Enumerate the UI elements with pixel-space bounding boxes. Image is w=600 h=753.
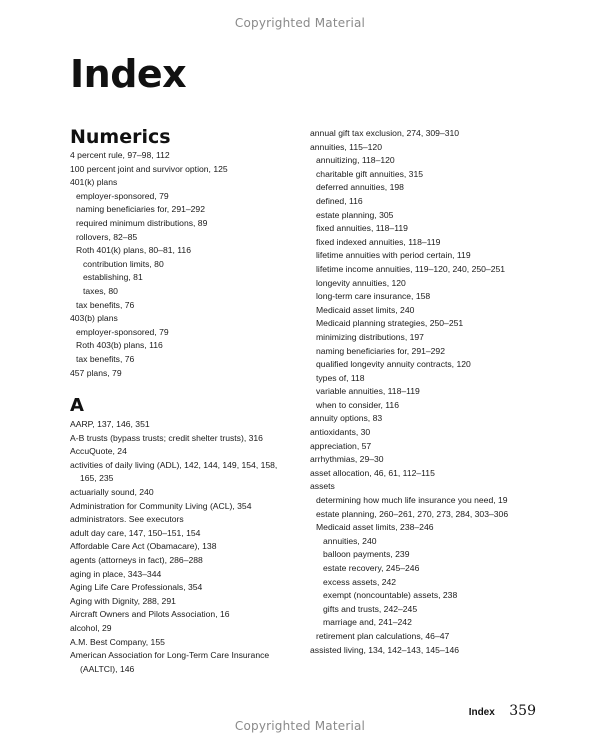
index-entry: fixed indexed annuities, 118–119 — [316, 236, 441, 247]
index-entry: Aircraft Owners and Pilots Association, 16 — [70, 609, 230, 620]
page-folio — [469, 702, 536, 720]
index-column-right — [310, 127, 530, 657]
index-entry: AARP, 137, 146, 351 — [70, 419, 150, 430]
index-entry: assisted living, 134, 142–143, 145–146 — [310, 644, 460, 655]
index-entry: actuarially sound, 240 — [70, 487, 154, 498]
index-entry: rollovers, 82–85 — [76, 231, 138, 242]
index-entry: charitable gift annuities, 315 — [316, 168, 424, 179]
index-entry: annual gift tax exclusion, 274, 309–310 — [310, 128, 460, 138]
index-entry: fixed annuities, 118–119 — [316, 223, 408, 234]
section-heading-a: A — [70, 395, 84, 417]
right-column-entries — [310, 127, 530, 657]
index-entry: minimizing distributions, 197 — [316, 331, 424, 342]
index-entry: agents (attorneys in fact), 286–288 — [70, 555, 203, 566]
index-entry: annuitizing, 118–120 — [316, 155, 395, 166]
index-entry: activities of daily living (ADL), 142, 144, 149, 154, 158, 165, 235 — [70, 459, 278, 484]
index-entry: AccuQuote, 24 — [70, 446, 127, 457]
index-entry: retirement plan calculations, 46–47 — [316, 630, 450, 641]
copyright-watermark-bottom: Copyrighted Material — [234, 719, 366, 733]
index-entry: annuities, 115–120 — [310, 141, 382, 152]
index-entry: A-B trusts (bypass trusts; credit shelter trusts), 316 — [70, 432, 263, 443]
index-entry: American Association for Long-Term Care Insurance (AALTCI), 146 — [70, 650, 270, 674]
index-entry: deferred annuities, 198 — [316, 182, 404, 193]
index-entry: balloon payments, 239 — [323, 549, 410, 560]
page-title: Index — [70, 52, 187, 96]
index-entry: Aging Life Care Professionals, 354 — [70, 582, 203, 593]
running-footer-label: Index — [468, 707, 495, 718]
index-entry: naming beneficiaries for, 291–292 — [76, 204, 205, 215]
index-entry: estate recovery, 245–246 — [323, 563, 420, 573]
index-entry: antioxidants, 30 — [310, 427, 371, 438]
index-entry: types of, 118 — [316, 372, 365, 383]
section-heading-numerics: Numerics — [70, 126, 171, 148]
index-entry: determining how much life insurance you need, 19 — [316, 495, 508, 506]
index-entry: Medicaid asset limits, 240 — [316, 304, 415, 315]
index-entry: 401(k) plans — [70, 177, 118, 188]
index-entry: Medicaid planning strategies, 250–251 — [316, 318, 464, 329]
index-entry: variable annuities, 118–119 — [316, 386, 420, 397]
index-entry: annuities, 240 — [323, 535, 377, 546]
index-entry: asset allocation, 46, 61, 112–115 — [310, 467, 435, 478]
index-entry: excess assets, 242 — [323, 576, 397, 587]
index-entry: annuity options, 83 — [310, 413, 383, 424]
index-entry: lifetime annuities with period certain, 119 — [316, 250, 471, 261]
index-entry: Affordable Care Act (Obamacare), 138 — [70, 541, 217, 552]
index-entry: administrators. See executors — [70, 514, 184, 525]
index-entry: naming beneficiaries for, 291–292 — [316, 345, 445, 356]
index-entry: estate planning, 260–261, 270, 273, 284, 303–306 — [316, 508, 509, 519]
index-entry: gifts and trusts, 242–245 — [323, 603, 418, 614]
index-entry: Roth 401(k) plans, 80–81, 116 — [76, 245, 191, 256]
index-entry: Aging with Dignity, 288, 291 — [70, 595, 176, 606]
index-entry: 4 percent rule, 97–98, 112 — [70, 150, 170, 160]
a-entries — [70, 418, 284, 676]
index-entry: exempt (noncountable) assets, 238 — [323, 590, 458, 601]
index-entry: defined, 116 — [316, 195, 363, 206]
index-entry: 403(b) plans — [70, 313, 118, 324]
index-entry: adult day care, 147, 150–151, 154 — [70, 527, 201, 538]
index-entry: employer-sponsored, 79 — [76, 190, 169, 201]
index-entry: marriage and, 241–242 — [323, 617, 412, 628]
index-entry: 100 percent joint and survivor option, 125 — [70, 163, 228, 174]
index-entry: employer-sponsored, 79 — [76, 326, 169, 337]
index-entry: Roth 403(b) plans, 116 — [76, 340, 163, 351]
numerics-entries — [70, 149, 284, 380]
index-entry: establishing, 81 — [83, 272, 143, 283]
page-number: 359 — [509, 703, 536, 719]
index-entry: tax benefits, 76 — [76, 353, 135, 364]
index-entry: appreciation, 57 — [310, 440, 372, 451]
index-entry: assets — [310, 481, 335, 492]
copyright-watermark-top: Copyrighted Material — [234, 16, 366, 30]
index-entry: tax benefits, 76 — [76, 299, 135, 310]
index-entry: taxes, 80 — [83, 285, 118, 296]
index-entry: contribution limits, 80 — [83, 258, 164, 269]
index-entry: alcohol, 29 — [70, 623, 112, 633]
index-column-left — [70, 126, 284, 676]
index-entry: longevity annuities, 120 — [316, 277, 406, 288]
index-entry: lifetime income annuities, 119–120, 240, 250–251 — [316, 263, 506, 274]
index-entry: aging in place, 343–344 — [70, 568, 162, 579]
index-entry: 457 plans, 79 — [70, 367, 122, 378]
index-entry: arrhythmias, 29–30 — [310, 454, 384, 465]
index-entry: when to consider, 116 — [316, 399, 399, 410]
index-entry: required minimum distributions, 89 — [76, 217, 208, 228]
index-entry: Medicaid asset limits, 238–246 — [316, 522, 434, 533]
index-entry: long-term care insurance, 158 — [316, 291, 431, 302]
index-entry: estate planning, 305 — [316, 209, 394, 220]
index-entry: Administration for Community Living (ACL), 354 — [70, 500, 252, 511]
index-entry: qualified longevity annuity contracts, 120 — [316, 359, 471, 370]
index-entry: A.M. Best Company, 155 — [70, 636, 165, 647]
